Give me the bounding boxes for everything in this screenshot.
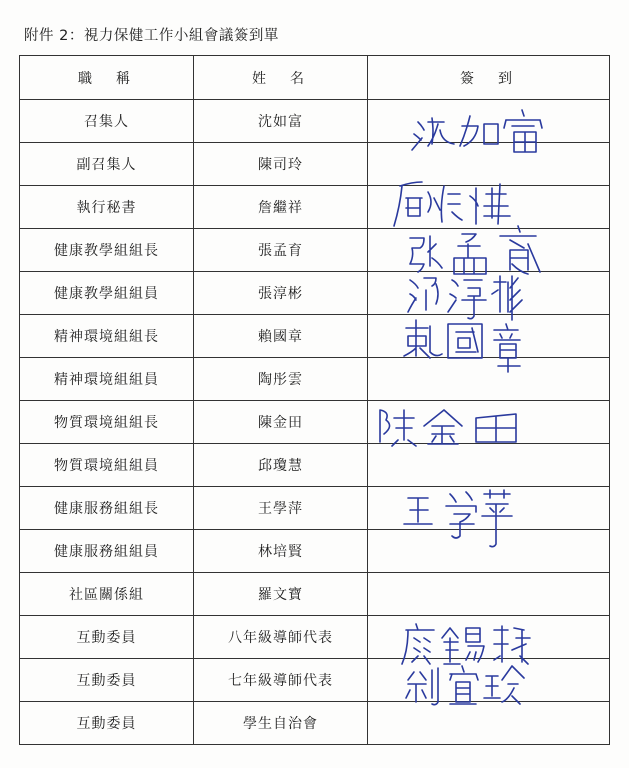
role-cell: 社區關係組 bbox=[20, 573, 194, 616]
table-row bbox=[20, 444, 610, 487]
name-cell: 七年級導師代表 bbox=[194, 659, 368, 702]
table-row bbox=[20, 315, 610, 358]
role-cell: 物質環境組組員 bbox=[20, 444, 194, 487]
signature-cell bbox=[368, 272, 610, 315]
name-cell: 陳金田 bbox=[194, 401, 368, 444]
role-cell: 副召集人 bbox=[20, 143, 194, 186]
role-cell: 互動委員 bbox=[20, 616, 194, 659]
role-cell: 健康教學組組員 bbox=[20, 272, 194, 315]
name-cell: 八年級導師代表 bbox=[194, 616, 368, 659]
table-row bbox=[20, 530, 610, 573]
name-cell: 王學萍 bbox=[194, 487, 368, 530]
signature-cell bbox=[368, 702, 610, 745]
role-cell: 互動委員 bbox=[20, 659, 194, 702]
table-row bbox=[20, 100, 610, 143]
signature-cell bbox=[368, 487, 610, 530]
table-row bbox=[20, 573, 610, 616]
signature-cell bbox=[368, 401, 610, 444]
name-cell: 張淳彬 bbox=[194, 272, 368, 315]
name-cell: 學生自治會 bbox=[194, 702, 368, 745]
role-cell: 物質環境組組長 bbox=[20, 401, 194, 444]
table-row bbox=[20, 143, 610, 186]
table-row bbox=[20, 401, 610, 444]
table-row bbox=[20, 616, 610, 659]
table-row bbox=[20, 186, 610, 229]
signature-cell bbox=[368, 573, 610, 616]
signature-cell bbox=[368, 315, 610, 358]
header-role: 職 稱 bbox=[20, 56, 194, 100]
role-cell: 健康服務組組長 bbox=[20, 487, 194, 530]
name-cell: 陳司玲 bbox=[194, 143, 368, 186]
table-row bbox=[20, 487, 610, 530]
header-signature: 簽 到 bbox=[368, 56, 610, 100]
header-name: 姓 名 bbox=[194, 56, 368, 100]
table-row bbox=[20, 229, 610, 272]
name-cell: 陶彤雲 bbox=[194, 358, 368, 401]
role-cell: 精神環境組組長 bbox=[20, 315, 194, 358]
name-cell: 詹繼祥 bbox=[194, 186, 368, 229]
signature-cell bbox=[368, 616, 610, 659]
role-cell: 召集人 bbox=[20, 100, 194, 143]
name-cell: 沈如富 bbox=[194, 100, 368, 143]
signature-cell bbox=[368, 659, 610, 702]
signature-cell bbox=[368, 229, 610, 272]
name-cell: 林培賢 bbox=[194, 530, 368, 573]
name-cell: 邱瓊慧 bbox=[194, 444, 368, 487]
role-cell: 互動委員 bbox=[20, 702, 194, 745]
signature-cell bbox=[368, 186, 610, 229]
document-title: 附件 2：視力保健工作小組會議簽到單 bbox=[24, 28, 279, 44]
table-row bbox=[20, 272, 610, 315]
role-cell: 執行秘書 bbox=[20, 186, 194, 229]
sign-in-table bbox=[19, 55, 610, 745]
signature-cell bbox=[368, 358, 610, 401]
name-cell: 羅文寶 bbox=[194, 573, 368, 616]
table-row bbox=[20, 702, 610, 745]
role-cell: 健康教學組組長 bbox=[20, 229, 194, 272]
signature-cell bbox=[368, 100, 610, 143]
role-cell: 健康服務組組員 bbox=[20, 530, 194, 573]
table-header-row bbox=[20, 56, 610, 100]
signature-cell bbox=[368, 444, 610, 487]
name-cell: 賴國章 bbox=[194, 315, 368, 358]
name-cell: 張孟育 bbox=[194, 229, 368, 272]
signature-cell bbox=[368, 143, 610, 186]
signature-cell bbox=[368, 530, 610, 573]
table-row bbox=[20, 358, 610, 401]
role-cell: 精神環境組組員 bbox=[20, 358, 194, 401]
table-row bbox=[20, 659, 610, 702]
